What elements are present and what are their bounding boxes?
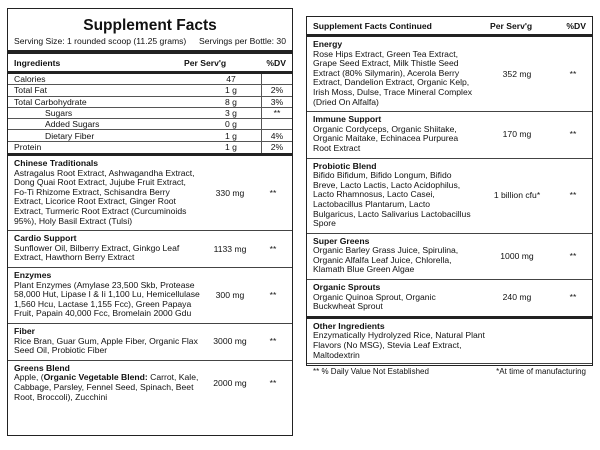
nutrient-dv: 3% [270, 96, 284, 107]
nutrient-value: 1 g [201, 85, 262, 95]
blend-ingredients: Sunflower Oil, Bilberry Extract, Ginkgo Leaf Extract, Hawthorn Berry Extract [14, 242, 180, 263]
header-dv: %DV [266, 57, 286, 68]
serving-info [8, 36, 292, 50]
nutrient-value: 3 g [201, 108, 262, 118]
nutrient-label: Dietary Fiber [45, 130, 95, 141]
blend-name: Energy [313, 39, 343, 49]
blend-dv: ** [569, 292, 577, 303]
blend-ingredients: Organic Barley Grass Juice, Spirulina, Organic Alfalfa Leaf Juice, Chlorella, Klamath Blue Green Algae [313, 245, 459, 275]
nutrient-label: Calories [14, 74, 46, 85]
blend-amount: 330 mg [215, 187, 245, 198]
nutrient-value: 1 g [201, 130, 262, 140]
other-ingredients [307, 316, 592, 363]
header-per-serving: Per Serv'g [184, 57, 227, 68]
nutrient-label: Protein [14, 142, 42, 153]
blend-row [8, 230, 292, 267]
blend-amount: 170 mg [502, 129, 532, 140]
blend-dv: ** [569, 250, 577, 261]
header-ingredients: Ingredients [14, 57, 61, 68]
blend-row [307, 37, 592, 111]
blend-ingredients: Organic Quinoa Sprout, Organic Buckwheat Sprout [313, 291, 436, 312]
blend-amount: 1 billion cfu* [493, 190, 541, 201]
nutrient-row [8, 97, 292, 108]
nutrient-row [8, 85, 292, 96]
greens-text-before: Apple, ( [14, 372, 44, 383]
nutrient-label: Total Carbohydrate [14, 96, 87, 107]
blend-dv: ** [269, 290, 277, 300]
blend-ingredients: Bifido Bifidum, Bifido Longum, Bifido Breve, Lacto Lactis, Lacto Acidophilus, Lacto Rhamnosus, Lacto Casei, Lactobacillus Plantarum, Lacto Bulgaricus, Lacto Salivarius Lactobacillus Spore [313, 170, 471, 229]
blend-ingredients [14, 373, 200, 402]
footnotes [307, 363, 592, 379]
nutrient-value: 0 g [201, 119, 262, 129]
continued-header [307, 17, 592, 37]
blend-name: Immune Support [313, 114, 382, 125]
blend-dv: ** [569, 68, 577, 79]
panel-title: Supplement Facts [83, 17, 217, 34]
blend-dv: ** [269, 243, 277, 254]
supplement-facts-continued-panel [306, 16, 593, 377]
blend-ingredients: Plant Enzymes (Amylase 23,500 Skb, Protease 58,000 Hut, Lipase I & Ii 1,100 Lu, Hemicellulase 1,560 Hcu, Lactase 1,155 Fcc), Green Papaya Fruit, Papain 40,000 Fcc, Bromelain 2000 Gdu [14, 279, 200, 319]
nutrient-row [8, 108, 292, 119]
blend-name: Probiotic Blend [313, 160, 377, 171]
blend-ingredients: Organic Cordyceps, Organic Shiitake, Organic Maitake, Echinacea Purpurea Root Extract [313, 123, 459, 153]
blend-row [307, 158, 592, 233]
blend-dv: ** [569, 190, 577, 201]
nutrient-row [8, 130, 292, 141]
footnote-manufacturing: *At time of manufacturing [496, 367, 586, 377]
blend-dv: ** [269, 377, 277, 388]
nutrient-dv: 2% [270, 85, 284, 96]
blend-amount: 240 mg [502, 292, 532, 303]
nutrient-value: 1 g [201, 142, 262, 153]
blend-name: Cardio Support [14, 233, 77, 244]
blend-name: Super Greens [313, 235, 370, 246]
nutrient-value: 47 [201, 74, 262, 84]
blend-row [307, 279, 592, 316]
header-dv: %DV [566, 20, 586, 31]
blend-dv: ** [269, 187, 277, 198]
other-ingredients-text: Enzymatically Hydrolyzed Rice, Natural Plant Flavors (No MSG), Stevia Leaf Extract, Maltodextrin [313, 330, 485, 360]
blend-ingredients: Rose Hips Extract, Green Tea Extract, Grape Seed Extract, Milk Thistle Seed Extract (80% Silymarin), Acerola Berry Extract, Dandelion Extract, Organic Kelp, Irish Moss, Dulse, Trace Mineral Complex (Dried On Alfalfa) [313, 48, 473, 107]
blend-dv: ** [269, 336, 277, 347]
nutrient-row [8, 119, 292, 130]
blend-row [307, 111, 592, 157]
blend-amount: 300 mg [215, 290, 245, 300]
nutrient-label: Total Fat [14, 85, 47, 96]
blend-row [8, 360, 292, 406]
blend-row [307, 233, 592, 279]
blend-name: Greens Blend [14, 362, 70, 373]
header-per-serving: Per Serv'g [490, 20, 533, 31]
column-headers [8, 54, 292, 71]
blend-name: Enzymes [14, 270, 52, 281]
other-ingredients-title: Other Ingredients [313, 320, 385, 331]
supplement-facts-panel [7, 8, 293, 436]
nutrient-dv: ** [273, 108, 281, 119]
nutrient-table [8, 74, 292, 153]
nutrient-row [8, 142, 292, 153]
blend-name: Organic Sprouts [313, 282, 381, 293]
blend-amount: 2000 mg [213, 377, 247, 388]
blend-ingredients: Astragalus Root Extract, Ashwagandha Extract, Dong Quai Root Extract, Jujube Fruit Extract, Fo-Ti Rhizome Extract, Schisandra Berry Extract, Licorice Root Extract, Ginger Root Extract, Turmeric Root Extract (Curcuminoids 95%), Holy Basil Extract (Tulsi) [14, 167, 195, 226]
nutrient-value: 8 g [201, 97, 262, 107]
blend-dv: ** [569, 129, 577, 140]
blend-amount: 1133 mg [213, 243, 247, 254]
blend-row [8, 153, 292, 230]
blend-row [8, 323, 292, 360]
greens-text-bold: Organic Vegetable Blend: [43, 372, 148, 383]
nutrient-row [8, 74, 292, 85]
footnote-dv: ** % Daily Value Not Established [313, 367, 429, 377]
blend-name: Fiber [14, 325, 36, 336]
blend-amount: 1000 mg [500, 250, 534, 261]
blend-ingredients: Rice Bran, Guar Gum, Apple Fiber, Organic Flax Seed Oil, Probiotic Fiber [14, 335, 198, 356]
nutrient-dv: 4% [270, 130, 284, 141]
blend-amount: 352 mg [502, 68, 532, 79]
blend-amount: 3000 mg [213, 336, 247, 347]
blend-name: Chinese Traditionals [14, 158, 99, 169]
nutrient-label: Added Sugars [45, 119, 100, 130]
continued-title: Supplement Facts Continued [313, 20, 432, 31]
servings-per-bottle: Servings per Bottle: 30 [199, 36, 286, 46]
greens-text-after: Carrot, Kale, Cabbage, Parsley, Fennel Seed, Spinach, Beet Root, Broccoli), Zucchini [14, 372, 199, 402]
nutrient-label: Sugars [45, 108, 73, 119]
nutrient-dv: 2% [270, 142, 284, 153]
serving-size: Serving Size: 1 rounded scoop (11.25 grams) [14, 36, 187, 46]
blend-row [8, 267, 292, 323]
